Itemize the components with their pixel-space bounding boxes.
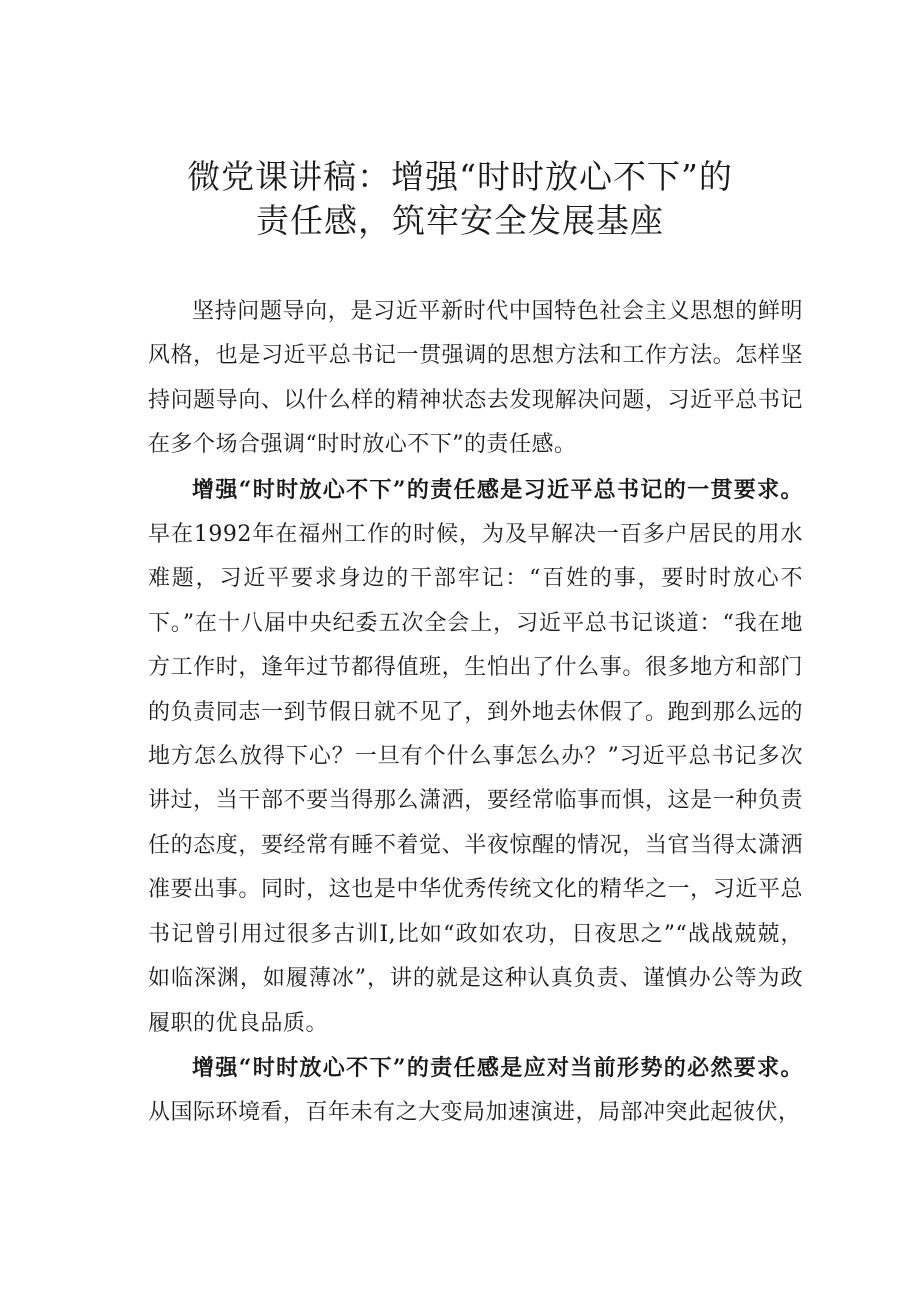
paragraph-consistent-requirement xyxy=(148,468,803,1046)
paragraph-heading-current-situation: 增强“时时放心不下”的责任感是应对当前形势的必然要求。 xyxy=(192,1054,803,1081)
document-title-line-2: 责任感，筑牢安全发展基座 xyxy=(256,201,664,240)
paragraph-intro xyxy=(148,290,803,468)
paragraph-heading-consistent-requirement: 增强“时时放心不下”的责任感是习近平总书记的一贯要求。 xyxy=(192,476,803,503)
paragraph-current-situation-text: 从国际环境看，百年未有之大变局加速演进，局部冲突此起彼伏， xyxy=(148,1100,801,1126)
document-title-line-1: 微党课讲稿：增强“时时放心不下”的 xyxy=(187,157,733,196)
document-body xyxy=(148,290,803,1136)
paragraph-current-situation xyxy=(148,1046,803,1136)
paragraph-consistent-requirement-text: 早在1992年在福州工作的时候，为及早解决一百多户居民的用水难题，习近平要求身边的干部牢记：“百姓的事，要时时放心不下。”在十八届中央纪委五次全会上，习近平总书记谈道：“我在地方工作时，逢年过节都得值班，生怕出了什么事。很多地方和部门的负责同志一到节假日就不见了，到外地去休假了。跑到那么远的地方怎么放得下心？一旦有个什么事怎么办？”习近平总书记多次讲过，当干部不要当得那么潇洒，要经常临事而惧，这是一种负责任的态度，要经常有睡不着觉、半夜惊醒的情况，当官当得太潇洒准要出事。同时，这也是中华优秀传统文化的精华之一，习近平总书记曾引用过很多古训I,比如“政如农功，日夜思之”“战战兢兢，如临深渊，如履薄冰”，讲的就是这种认真负责、谨慎办公等为政履职的优良品质。 xyxy=(148,522,803,1036)
paragraph-intro-text: 坚持问题导向，是习近平新时代中国特色社会主义思想的鲜明风格，也是习近平总书记一贯强调的思想方法和工作方法。怎样坚持问题导向、以什么样的精神状态去发现解决问题，习近平总书记在多个场合强调“时时放心不下”的责任感。 xyxy=(148,299,803,458)
